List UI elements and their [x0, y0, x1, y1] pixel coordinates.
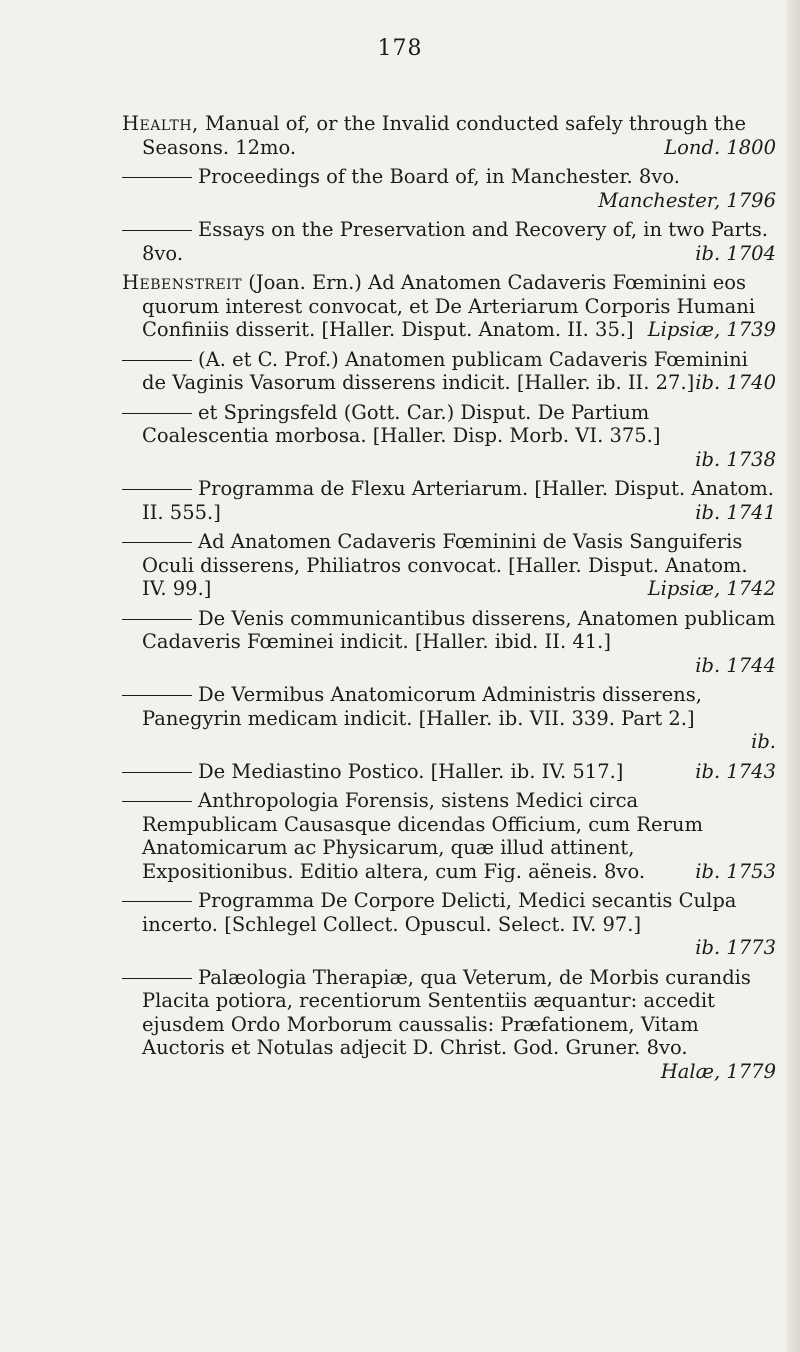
entry-heading: Health, [122, 112, 199, 135]
entry-hebenstreit-venis [122, 607, 776, 678]
ditto-rule [122, 413, 192, 414]
ditto-rule [122, 619, 192, 620]
entry-imprint: ib. 1738 [695, 447, 776, 471]
entry-text: De Mediastino Postico. [Haller. ib. IV. 517.] [198, 759, 624, 783]
entry-imprint: ib. 1753 [695, 859, 776, 883]
entry-health-proceedings [122, 165, 776, 212]
entry-text: Palæologia Therapiæ, qua Veterum, de Morbis curandis Placita potiora, recentiorum Sententiis æquantur: accedit ejusdem Ordo Morborum caussalis: Præfationem, Vitam Auctoris et Notulas adjecit D. Christ. God. Gruner. 8vo. [142, 965, 751, 1059]
entry-imprint: Halæ, 1779 [660, 1059, 776, 1083]
entry-imprint: ib. [751, 730, 776, 753]
entry-text: Ad Anatomen Cadaveris Fœminini de Vasis Sanguiferis Oculi disserens, Philiatros convocat. [Haller. Disput. Anatom. IV. 99.] [142, 530, 748, 600]
page-number: 178 [377, 36, 423, 61]
ditto-rule [122, 901, 192, 902]
entry-hebenstreit-mediastino [122, 760, 776, 784]
entry-imprint: ib. 1741 [695, 500, 776, 524]
entry-health-essays [122, 218, 776, 265]
entry-text: Manual of, or the Invalid conducted safely through the Seasons. 12mo. [142, 112, 747, 159]
entry-hebenstreit-corpore-delicti [122, 889, 776, 960]
entry-hebenstreit-anthropologia [122, 789, 776, 883]
entry-imprint: ib. 1773 [695, 936, 776, 959]
ditto-rule [122, 978, 192, 979]
entry-text: Essays on the Preservation and Recovery of, in two Parts. 8vo. [142, 218, 768, 265]
entry-text: De Vermibus Anatomicorum Administris disserens, Panegyrin medicam indicit. [Haller. ib. VII. 339. Part 2.] [142, 683, 702, 730]
ditto-rule [122, 772, 192, 773]
ditto-rule [122, 489, 192, 490]
ditto-rule [122, 695, 192, 696]
bibliography-entries [122, 112, 776, 1089]
ditto-rule [122, 360, 192, 361]
entry-imprint: ib. 1740 [695, 371, 776, 394]
entry-text: (A. et C. Prof.) Anatomen publicam Cadaveris Fœminini de Vaginis Vasorum disserens indicit. [Haller. ib. II. 27.] [142, 347, 748, 394]
entry-imprint: Lipsiæ, 1739 [647, 318, 776, 341]
entry-text: Proceedings of the Board of, in Manchester. 8vo. [198, 165, 680, 188]
entry-hebenstreit-arteriarum [122, 271, 776, 342]
entry-heading: Hebenstreit [122, 271, 243, 294]
entry-text: Programma De Corpore Delicti, Medici secantis Culpa incerto. [Schlegel Collect. Opuscul. Select. IV. 97.] [142, 889, 737, 936]
entry-imprint: ib. 1744 [695, 653, 776, 677]
entry-imprint: Lond. 1800 [664, 135, 776, 159]
entry-hebenstreit-coalescentia [122, 401, 776, 472]
entry-text: Programma de Flexu Arteriarum. [Haller. Disput. Anatom. II. 555.] [142, 477, 774, 524]
entry-health-manual [122, 112, 776, 159]
entry-hebenstreit-palaeologia [122, 966, 776, 1084]
entry-hebenstreit-vaginis [122, 348, 776, 395]
entry-hebenstreit-flexu [122, 477, 776, 524]
entry-text: (Joan. Ern.) Ad Anatomen Cadaveris Fœminini eos quorum interest convocat, et De Arteriarum Corporis Humani Confiniis disserit. [Haller. Disput. Anatom. II. 35.] [142, 271, 756, 341]
ditto-rule [122, 230, 192, 231]
entry-imprint: ib. 1743 [695, 759, 776, 783]
entry-text: De Venis communicantibus disserens, Anatomen publicam Cadaveris Fœminei indicit. [Haller. ibid. II. 41.] [142, 606, 776, 653]
entry-text: Anthropologia Forensis, sistens Medici circa Rempublicam Causasque dicendas Officium, cum Rerum Anatomicarum ac Physicarum, quæ illud attinent, Expositionibus. Editio altera, cum Fig. aëneis. 8vo. [142, 789, 703, 883]
entry-imprint: Lipsiæ, 1742 [647, 577, 776, 600]
ditto-rule [122, 801, 192, 802]
entry-text: et Springsfeld (Gott. Car.) Disput. De Partium Coalescentia morbosa. [Haller. Disp. Morb. VI. 375.] [142, 400, 661, 447]
ditto-rule [122, 177, 192, 178]
entry-hebenstreit-vermibus [122, 683, 776, 754]
entry-hebenstreit-oculi [122, 530, 776, 601]
entry-imprint: Manchester, 1796 [598, 188, 776, 212]
entry-imprint: ib. 1704 [695, 241, 776, 265]
ditto-rule [122, 542, 192, 543]
page-edge-shadow [786, 0, 800, 1352]
